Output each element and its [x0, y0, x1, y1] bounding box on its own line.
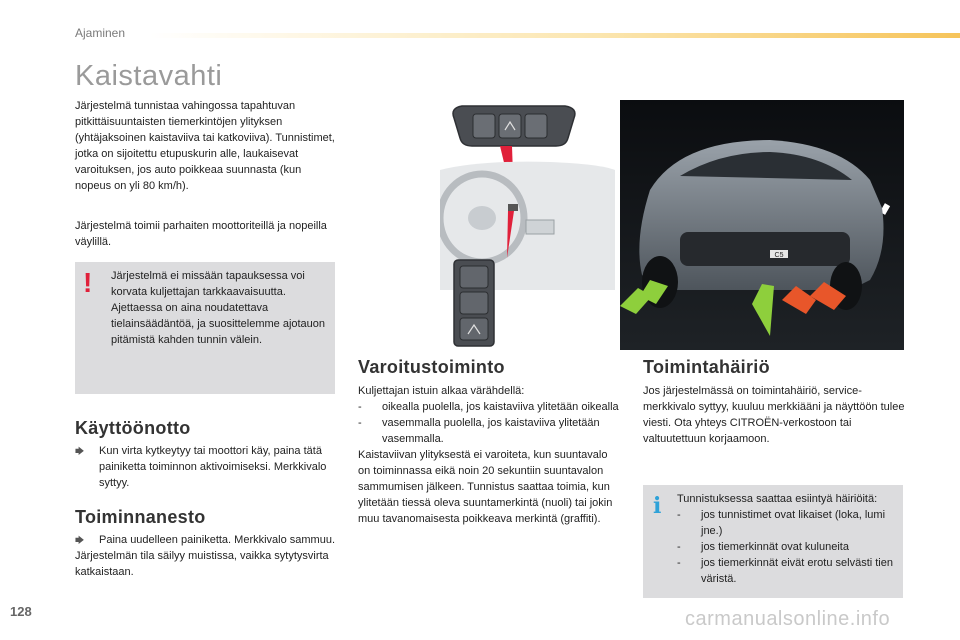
list-item [75, 443, 337, 491]
toimintahairio-text: Jos järjestelmässä on toimintahäiriö, service-merkkivalo syttyy, kuuluu merkkiääni ja näyttöön tulee viesti. Ota yhteys CITROËN-verkostoon tai valtuutettuun korjaamoon. [643, 385, 905, 445]
button-panel-illustration [440, 258, 510, 350]
dash: - [358, 417, 362, 429]
exclamation-icon: ! [83, 267, 93, 298]
arrow-bullet-icon: 🡆 [75, 535, 85, 545]
arrow-bullet-icon: 🡆 [75, 446, 85, 456]
info-item-3: jos tiemerkinnät eivät erotu selvästi tien väristä. [701, 557, 893, 585]
heading-toiminnanesto: Toiminnanesto [75, 507, 206, 527]
list-item [358, 399, 620, 415]
page-number: 128 [10, 604, 32, 619]
list-item [358, 415, 620, 447]
dash: - [358, 401, 362, 413]
varoitustoiminto-item-1: oikealla puolella, jos kaistaviiva ylitetään oikealla [382, 401, 619, 413]
heading-varoitustoiminto: Varoitustoiminto [358, 357, 505, 377]
varoitustoiminto-after: Kaistaviivan ylityksestä ei varoiteta, kun suuntavalo on toiminnassa eikä noin 20 sekuntiin suuntavalon sammumisen jälkeen. Tunnistus saattaa toimia, kun ylitetään tiessä oleva suuntamerkintä (nuoli) tai jokin muu tavanomaisesta poikkeava merkintä (graffiti). [358, 449, 613, 525]
info-item-1: jos tunnistimet ovat likaiset (loka, lumi jne.) [701, 509, 886, 537]
varoitustoiminto-lead: Kuljettajan istuin alkaa värähdellä: [358, 385, 525, 397]
list-item [677, 539, 899, 555]
toiminnanesto-text: Paina uudelleen painiketta. Merkkivalo sammuu. [99, 534, 336, 546]
list-item [75, 532, 337, 548]
dash: - [677, 557, 681, 569]
header-rule [150, 33, 960, 38]
varoitustoiminto-item-2: vasemmalla puolella, jos kaistaviiva ylitetään vasemmalla. [382, 417, 600, 445]
warning-box [75, 262, 335, 394]
intro-paragraph-1: Järjestelmä tunnistaa vahingossa tapahtuvan pitkittäisuuntaisten tiemerkintöjen ylityksen (yhtäjaksoinen kaistaviiva tai katkoviiva). Tunnistimet, jotka on sijoitettu etupuskurin alle, laukaisevat varoituksen, jos auto poikkeaa suunnasta (kun nopeus on yli 80 km/h). [75, 100, 335, 192]
list-item [677, 555, 899, 587]
varoitustoiminto-body [358, 383, 620, 527]
page-title: Kaistavahti [75, 60, 223, 92]
watermark: carmanualsonline.info [685, 608, 891, 630]
toiminnanesto-list [75, 532, 337, 580]
info-icon: i [653, 493, 662, 519]
dash: - [677, 509, 681, 521]
heading-kayttoonotto: Käyttöönotto [75, 418, 191, 438]
car-photo [620, 100, 904, 350]
list-item [677, 507, 899, 539]
intro-paragraph-2: Järjestelmä toimii parhaiten moottoriteillä ja nopeilla väylillä. [75, 220, 327, 248]
info-lead: Tunnistuksessa saattaa esiintyä häiriöitä: [677, 493, 878, 505]
car-badge: C5 [774, 252, 784, 259]
info-item-2: jos tiemerkinnät ovat kuluneita [701, 541, 849, 553]
info-text [677, 491, 899, 587]
toiminnanesto-after: Järjestelmän tila säilyy muistissa, vaikka sytytysvirta katkaistaan. [75, 550, 329, 578]
warning-text: Järjestelmä ei missään tapauksessa voi korvata kuljettajan tarkkaavaisuutta. Ajettaessa on aina noudatettava tielainsäädäntöä, ja suosittelemme ajotauon pitämistä kahden tunnin välein. [111, 270, 326, 346]
dash: - [677, 541, 681, 553]
section-label: Ajaminen [75, 26, 126, 40]
kayttoonotto-list [75, 443, 337, 491]
heading-toimintahairio: Toimintahäiriö [643, 357, 770, 377]
kayttoonotto-text: Kun virta kytkeytyy tai moottori käy, paina tätä painiketta toiminnon aktivoimiseksi. Merkkivalo syttyy. [99, 445, 327, 489]
info-box [643, 485, 903, 598]
